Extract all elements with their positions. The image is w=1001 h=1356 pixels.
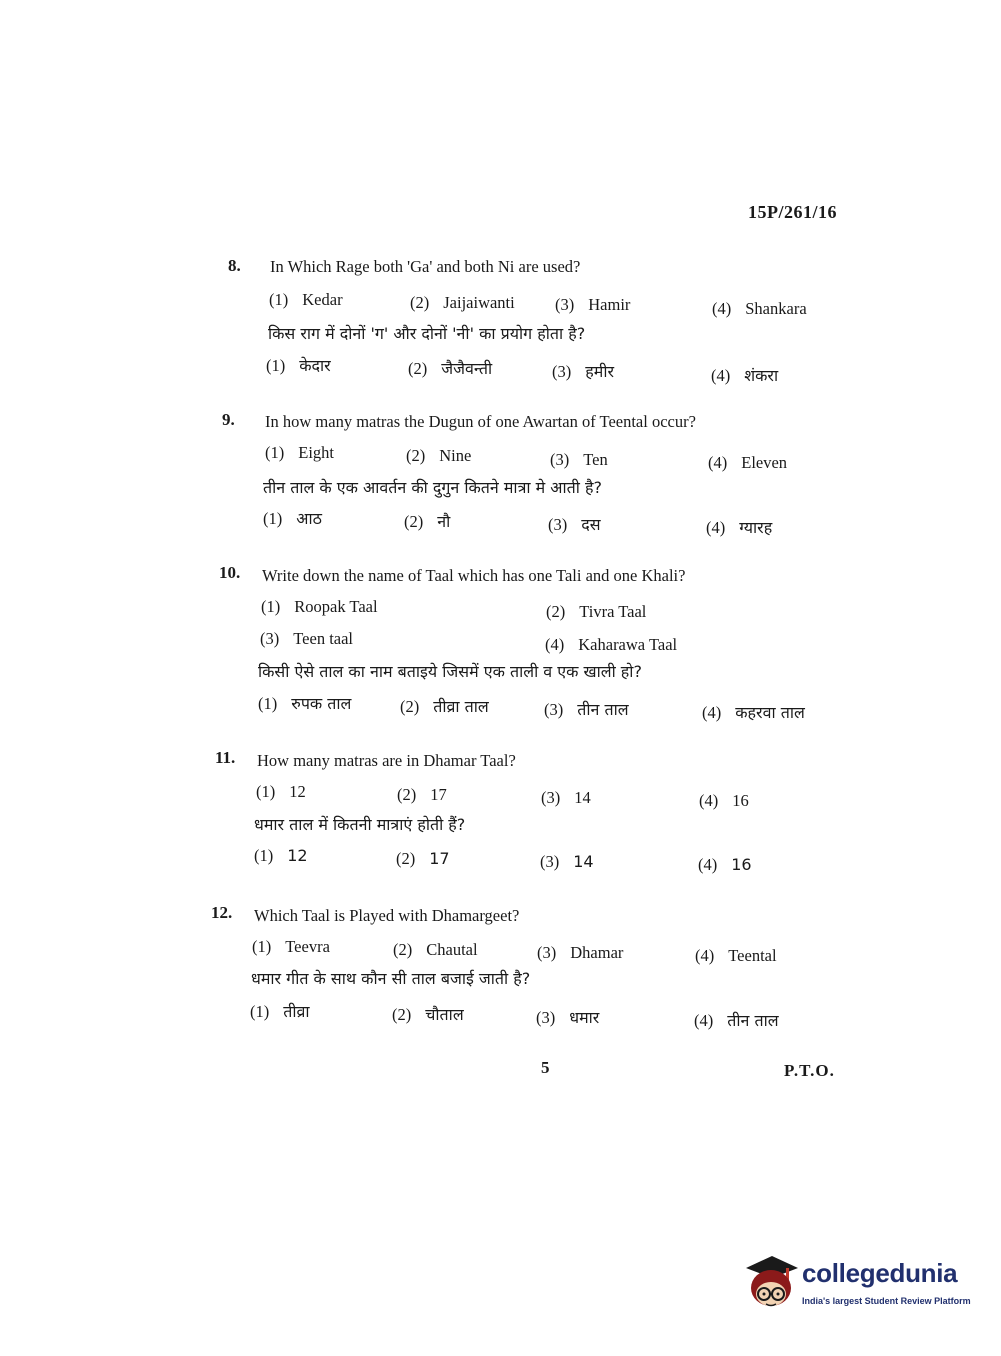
- option-1-hi: (1) रुपक ताल: [258, 694, 352, 713]
- option-2-en: (2) Tivra Taal: [546, 602, 647, 621]
- option-2-hi: (2) जैजैवन्ती: [408, 359, 493, 378]
- question-text-hi: धमार गीत के साथ कौन सी ताल बजाई जाती है?: [251, 969, 531, 988]
- option-3-hi: (3) तीन ताल: [544, 700, 629, 719]
- option-4-en: (4) 16: [699, 791, 749, 810]
- collegedunia-watermark: [742, 1252, 972, 1316]
- paper-code: 15P/261/16: [748, 202, 837, 222]
- option-2-hi: (2) 17: [396, 849, 450, 868]
- option-1-en: (1) 12: [256, 782, 306, 801]
- question-text-hi: किसी ऐसे ताल का नाम बताइये जिसमें एक ताली व एक खाली हो?: [258, 662, 642, 681]
- option-3-en: (3) Hamir: [555, 295, 631, 314]
- question-text-en: In Which Rage both 'Ga' and both Ni are used?: [270, 257, 581, 276]
- question-number: 9.: [222, 410, 235, 429]
- option-2-hi: (2) तीव्रा ताल: [400, 697, 489, 716]
- option-4-en: (4) Shankara: [712, 299, 807, 318]
- question-number: 8.: [228, 256, 241, 275]
- pto-label: P.T.O.: [784, 1061, 835, 1080]
- option-4-hi: (4) 16: [698, 855, 752, 874]
- brand-tagline: India's largest Student Review Platform: [802, 1296, 971, 1306]
- option-1-hi: (1) 12: [254, 846, 308, 865]
- option-3-hi: (3) 14: [540, 852, 594, 871]
- question-number: 10.: [219, 563, 241, 582]
- mascot-icon: [742, 1252, 800, 1316]
- question-text-en: How many matras are in Dhamar Taal?: [257, 751, 516, 770]
- option-4-hi: (4) तीन ताल: [694, 1011, 779, 1030]
- question-text-en: Which Taal is Played with Dhamargeet?: [254, 906, 520, 925]
- option-4-en: (4) Kaharawa Taal: [545, 635, 678, 654]
- option-4-hi: (4) ग्यारह: [706, 518, 773, 537]
- option-3-hi: (3) धमार: [536, 1008, 600, 1027]
- option-2-hi: (2) नौ: [404, 512, 451, 531]
- option-3-hi: (3) हमीर: [552, 362, 615, 381]
- question-text-en: Write down the name of Taal which has one Tali and one Khali?: [262, 566, 686, 585]
- question-number: 11.: [215, 748, 236, 767]
- option-4-hi: (4) शंकरा: [711, 366, 779, 385]
- option-1-en: (1) Roopak Taal: [261, 597, 378, 616]
- question-number: 12.: [211, 903, 233, 922]
- question-text-en: In how many matras the Dugun of one Awartan of Teental occur?: [265, 412, 696, 431]
- option-2-en: (2) 17: [397, 785, 447, 804]
- option-3-en: (3) Ten: [550, 450, 608, 469]
- option-1-hi: (1) केदार: [266, 356, 331, 375]
- option-3-en: (3) Dhamar: [537, 943, 624, 962]
- option-4-hi: (4) कहरवा ताल: [702, 703, 805, 722]
- option-2-en: (2) Nine: [406, 446, 472, 465]
- option-4-en: (4) Teental: [695, 946, 777, 965]
- option-3-en: (3) 14: [541, 788, 591, 807]
- question-text-hi: तीन ताल के एक आवर्तन की दुगुन कितने मात्रा मे आती है?: [263, 478, 602, 497]
- question-text-hi: धमार ताल में कितनी मात्राएं होती हैं?: [254, 815, 466, 834]
- option-4-en: (4) Eleven: [708, 453, 788, 472]
- option-2-hi: (2) चौताल: [392, 1005, 464, 1024]
- option-2-en: (2) Jaijaiwanti: [410, 293, 515, 312]
- option-3-en: (3) Teen taal: [260, 629, 354, 648]
- option-1-en: (1) Teevra: [252, 937, 330, 956]
- option-1-hi: (1) आठ: [263, 509, 322, 528]
- brand-name: collegedunia: [802, 1258, 958, 1288]
- option-3-hi: (3) दस: [548, 515, 601, 534]
- page-number: 5: [541, 1058, 550, 1077]
- option-1-hi: (1) तीव्रा: [250, 1002, 310, 1021]
- option-1-en: (1) Kedar: [269, 290, 343, 309]
- option-2-en: (2) Chautal: [393, 940, 478, 959]
- question-text-hi: किस राग में दोनों 'ग' और दोनों 'नी' का प्रयोग होता है?: [268, 324, 586, 343]
- option-1-en: (1) Eight: [265, 443, 334, 462]
